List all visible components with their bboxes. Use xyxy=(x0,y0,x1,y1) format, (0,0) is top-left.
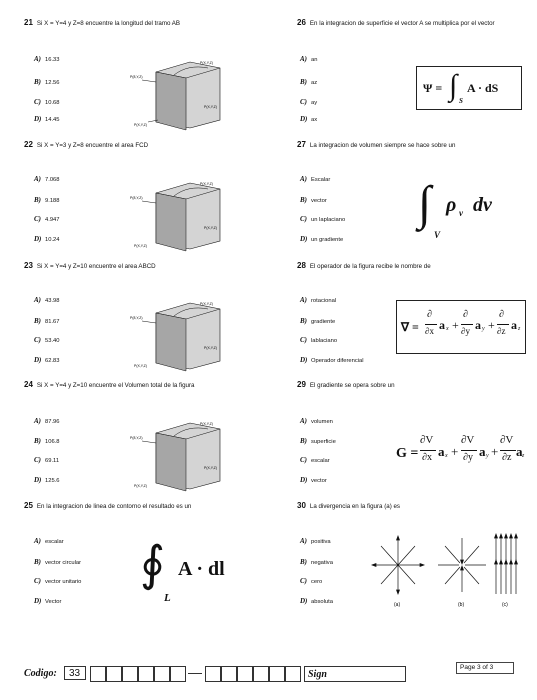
point-label: P(X,Y,Z) xyxy=(200,61,213,65)
option-29-a[interactable]: A) volumen xyxy=(300,417,333,425)
option-23-d[interactable]: D) 62.83 xyxy=(34,356,60,364)
question-number: 21 xyxy=(24,18,33,27)
option-26-d[interactable]: D) ax xyxy=(300,115,318,123)
option-30-c[interactable]: C) cero xyxy=(300,577,323,585)
code-digit-box[interactable] xyxy=(138,666,154,682)
option-24-a[interactable]: A) 87.96 xyxy=(34,417,60,425)
option-28-b[interactable]: B) gradiente xyxy=(300,317,336,325)
question-30: 30 La divergencia en la figura (a) es xyxy=(297,501,401,510)
svg-text:P(X,Y,Z): P(X,Y,Z) xyxy=(134,484,147,488)
svg-text:P(8,Y,Z): P(8,Y,Z) xyxy=(130,196,143,200)
option-25-c[interactable]: C) vector unitario xyxy=(34,577,82,585)
code-separator xyxy=(188,673,202,674)
question-29: 29 El gradiente se opera sobre un xyxy=(297,380,395,389)
option-24-d[interactable]: D) 125.6 xyxy=(34,476,60,484)
option-30-d[interactable]: D) absoluta xyxy=(300,597,333,605)
cylinder-figure-24 xyxy=(128,417,248,497)
option-21-b[interactable]: B) 12.56 xyxy=(34,78,60,86)
option-30-b[interactable]: B) negativa xyxy=(300,558,333,566)
svg-text:P(X,Y,Z): P(X,Y,Z) xyxy=(200,182,213,186)
contour-integral-formula: ∮ A · dl L xyxy=(140,538,225,604)
option-25-b[interactable]: B) vector circular xyxy=(34,558,82,566)
svg-text:P(8,Y,Z): P(8,Y,Z) xyxy=(130,316,143,320)
cylinder-figure-23 xyxy=(128,297,248,377)
code-digit-box[interactable] xyxy=(221,666,237,682)
option-24-c[interactable]: C) 69.11 xyxy=(34,456,60,464)
option-22-c[interactable]: C) 4.947 xyxy=(34,215,60,223)
option-30-a[interactable]: A) positiva xyxy=(300,537,331,545)
svg-text:P(X,Y,Z): P(X,Y,Z) xyxy=(134,244,147,248)
option-22-b[interactable]: B) 9.188 xyxy=(34,196,60,204)
option-27-d[interactable]: D) un gradiente xyxy=(300,235,344,243)
option-27-b[interactable]: B) vector xyxy=(300,196,327,204)
code-digit-box[interactable] xyxy=(170,666,186,682)
codigo-label: Codigo: xyxy=(24,668,57,679)
question-24: 24 Si X = Y=4 y Z=10 encuentre el Volumen total de la figura xyxy=(24,380,195,389)
option-26-b[interactable]: B) az xyxy=(300,78,318,86)
question-26: 26 En la integracion de superficie el vector A se multiplica por el vector xyxy=(297,18,495,27)
code-digit-box[interactable] xyxy=(90,666,106,682)
option-22-d[interactable]: D) 10.24 xyxy=(34,235,60,243)
divergence-figures xyxy=(370,530,520,612)
option-25-d[interactable]: D) Vector xyxy=(34,597,62,605)
code-digit-box[interactable] xyxy=(253,666,269,682)
option-25-a[interactable]: A) escalar xyxy=(34,537,64,545)
option-22-a[interactable]: A) 7.068 xyxy=(34,175,60,183)
code-digit-box[interactable] xyxy=(122,666,138,682)
option-28-d[interactable]: D) Operador diferencial xyxy=(300,356,364,364)
option-27-a[interactable]: A) Escalar xyxy=(300,175,331,183)
option-28-c[interactable]: C) lablaciano xyxy=(300,336,338,344)
cylinder-figure-22 xyxy=(128,177,248,257)
svg-text:P(8,Y,Z): P(8,Y,Z) xyxy=(130,436,143,440)
option-29-d[interactable]: D) vector xyxy=(300,476,327,484)
question-21 xyxy=(24,19,264,28)
code-digit-box[interactable] xyxy=(205,666,221,682)
option-21-c[interactable]: C) 10.68 xyxy=(34,98,60,106)
nabla-operator-formula: ∇ = ∂ ∂x a x + ∂ ∂y a y + ∂ ∂z a z xyxy=(396,300,526,354)
option-29-c[interactable]: C) escalar xyxy=(300,456,330,464)
point-label: P(X,Y,Z) xyxy=(204,105,217,109)
option-26-a[interactable]: A) an xyxy=(300,55,318,63)
code-digit-box[interactable] xyxy=(237,666,253,682)
svg-text:P(X,Y,Z): P(X,Y,Z) xyxy=(200,422,213,426)
divergence-diagram-a xyxy=(372,536,424,594)
question-25: 25 En la integracion de linea de contorno el resultado es un xyxy=(24,501,192,510)
figure-label-c: (c) xyxy=(502,602,508,608)
option-23-a[interactable]: A) 43.98 xyxy=(34,296,60,304)
question-22: 22 Si X = Y=3 y Z=8 encuentre el area FCD xyxy=(24,140,149,149)
option-28-a[interactable]: A) rotacional xyxy=(300,296,337,304)
figure-label-b: (b) xyxy=(458,602,465,608)
divergence-diagram-b xyxy=(438,538,486,592)
codigo-value: 33 xyxy=(64,666,86,680)
sign-label: Sign xyxy=(308,669,327,680)
divergence-diagram-c xyxy=(495,534,518,594)
question-27: 27 La integracion de volumen siempre se hace sobre un xyxy=(297,140,456,149)
question-23: 23 Si X = Y=4 y Z=10 encuentre el area ABCD xyxy=(24,261,156,270)
cylinder-figure-21 xyxy=(128,56,248,136)
question-text: Si X = Y=4 y Z=8 encuentre la longitud del tramo AB xyxy=(36,20,181,27)
svg-text:P(X,Y,Z): P(X,Y,Z) xyxy=(204,226,217,230)
svg-text:P(X,Y,Z): P(X,Y,Z) xyxy=(204,346,217,350)
option-24-b[interactable]: B) 106.8 xyxy=(34,437,60,445)
option-23-b[interactable]: B) 81.67 xyxy=(34,317,60,325)
gradient-formula: G = ∂V ∂x a x + ∂V ∂y a y + ∂V ∂z a z xyxy=(396,434,525,463)
figure-label-a: (a) xyxy=(394,602,401,608)
code-digit-box[interactable] xyxy=(106,666,122,682)
option-29-b[interactable]: B) superficie xyxy=(300,437,336,445)
option-21-a[interactable]: A) 16.33 xyxy=(34,55,60,63)
option-23-c[interactable]: C) 53.40 xyxy=(34,336,60,344)
surface-integral-formula: Ψ = ∫ S A · dS xyxy=(416,66,522,110)
question-28: 28 El operador de la figura recibe le nombre de xyxy=(297,261,431,270)
point-label: P(X,Y,Z) xyxy=(134,123,147,127)
code-digit-box[interactable] xyxy=(285,666,301,682)
svg-text:P(X,Y,Z): P(X,Y,Z) xyxy=(204,466,217,470)
option-21-d[interactable]: D) 14.45 xyxy=(34,115,60,123)
point-label: P(8,Y,Z) xyxy=(130,75,143,79)
option-27-c[interactable]: C) un laplaciano xyxy=(300,215,346,223)
volume-integral-formula: ∫ ρ v dv V xyxy=(418,177,492,240)
footer xyxy=(24,664,524,684)
page-indicator: Page 3 of 3 xyxy=(456,662,514,674)
option-26-c[interactable]: C) ay xyxy=(300,98,318,106)
code-digit-box[interactable] xyxy=(269,666,285,682)
code-digit-box[interactable] xyxy=(154,666,170,682)
svg-text:P(X,Y,Z): P(X,Y,Z) xyxy=(200,302,213,306)
svg-text:P(X,Y,Z): P(X,Y,Z) xyxy=(134,364,147,368)
